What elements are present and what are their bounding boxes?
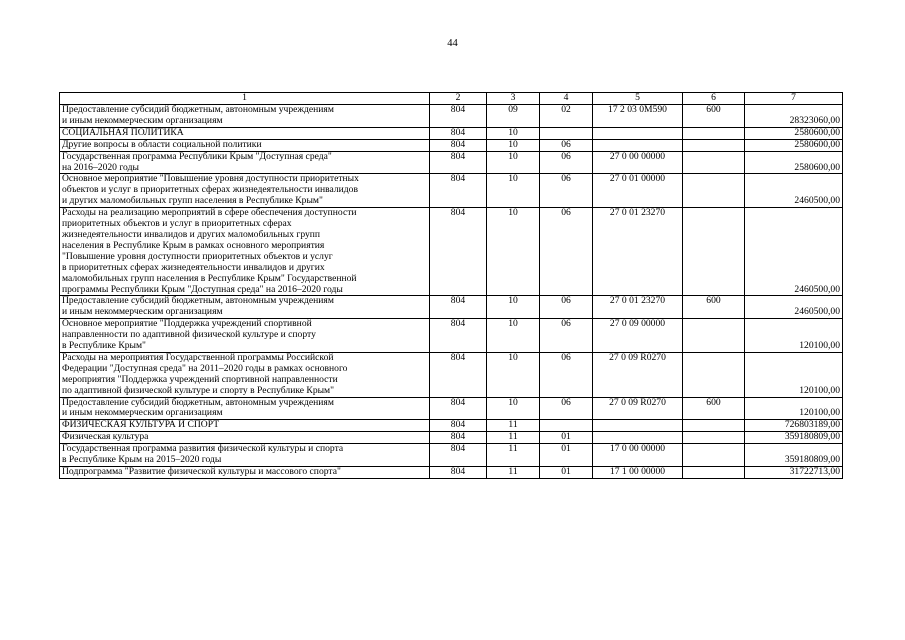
table-row [60, 174, 843, 208]
subsection-code: 01 [540, 467, 593, 479]
expense-type-code [683, 444, 745, 467]
table-row [60, 151, 843, 174]
expense-type-code: 600 [683, 296, 745, 319]
target-article-code [593, 432, 683, 444]
item-name: СОЦИАЛЬНАЯ ПОЛИТИКА [60, 127, 430, 139]
expense-type-code [683, 319, 745, 353]
amount: 31722713,00 [745, 467, 843, 479]
column-header: 4 [540, 93, 593, 105]
subsection-code: 06 [540, 296, 593, 319]
column-header: 1 [60, 93, 430, 105]
target-article-code [593, 139, 683, 151]
expense-type-code [683, 174, 745, 208]
expense-type-code [683, 127, 745, 139]
target-article-code: 27 0 09 00000 [593, 319, 683, 353]
item-name: Расходы на мероприятия Государственной программы Российской Федерации "Доступная среда" на 2011–2020 годы в рамках основного мероприятия "Поддержка учреждений спортивной направленности по адаптивной физической культуре и спорту в Республике Крым" [60, 352, 430, 397]
table-header-row [60, 93, 843, 105]
subsection-code [540, 420, 593, 432]
item-name: Государственная программа Республики Крым "Доступная среда" на 2016–2020 годы [60, 151, 430, 174]
table-row [60, 420, 843, 432]
subsection-code: 01 [540, 432, 593, 444]
expense-type-code [683, 352, 745, 397]
subsection-code: 06 [540, 319, 593, 353]
table-row [60, 397, 843, 420]
column-header: 7 [745, 93, 843, 105]
item-name: Государственная программа развития физической культуры и спорта в Республике Крым на 2015–2020 годы [60, 444, 430, 467]
subsection-code: 06 [540, 151, 593, 174]
section-code: 11 [487, 444, 540, 467]
table-row [60, 208, 843, 296]
item-name: Другие вопросы в области социальной политики [60, 139, 430, 151]
ministry-code: 804 [430, 208, 487, 296]
column-header: 2 [430, 93, 487, 105]
ministry-code: 804 [430, 467, 487, 479]
target-article-code: 27 0 01 23270 [593, 208, 683, 296]
amount: 2580600,00 [745, 151, 843, 174]
amount: 120100,00 [745, 352, 843, 397]
amount: 2580600,00 [745, 139, 843, 151]
expense-type-code: 600 [683, 105, 745, 128]
subsection-code: 02 [540, 105, 593, 128]
section-code: 10 [487, 208, 540, 296]
amount: 120100,00 [745, 397, 843, 420]
section-code: 10 [487, 319, 540, 353]
column-header: 6 [683, 93, 745, 105]
ministry-code: 804 [430, 420, 487, 432]
table-row [60, 444, 843, 467]
subsection-code: 06 [540, 397, 593, 420]
section-code: 11 [487, 420, 540, 432]
column-header: 5 [593, 93, 683, 105]
amount: 2460500,00 [745, 174, 843, 208]
section-code: 09 [487, 105, 540, 128]
item-name: ФИЗИЧЕСКАЯ КУЛЬТУРА И СПОРТ [60, 420, 430, 432]
section-code: 11 [487, 467, 540, 479]
ministry-code: 804 [430, 432, 487, 444]
amount: 120100,00 [745, 319, 843, 353]
subsection-code: 06 [540, 174, 593, 208]
ministry-code: 804 [430, 352, 487, 397]
ministry-code: 804 [430, 139, 487, 151]
subsection-code: 06 [540, 208, 593, 296]
amount: 28323060,00 [745, 105, 843, 128]
ministry-code: 804 [430, 319, 487, 353]
ministry-code: 804 [430, 151, 487, 174]
target-article-code: 17 0 00 00000 [593, 444, 683, 467]
column-header: 3 [487, 93, 540, 105]
table-row [60, 467, 843, 479]
page-number: 44 [447, 38, 458, 49]
amount: 2460500,00 [745, 208, 843, 296]
section-code: 10 [487, 397, 540, 420]
ministry-code: 804 [430, 296, 487, 319]
subsection-code: 06 [540, 139, 593, 151]
target-article-code [593, 420, 683, 432]
item-name: Подпрограмма "Развитие физической культуры и массового спорта" [60, 467, 430, 479]
section-code: 11 [487, 432, 540, 444]
target-article-code: 27 0 01 00000 [593, 174, 683, 208]
ministry-code: 804 [430, 174, 487, 208]
amount: 726803189,00 [745, 420, 843, 432]
ministry-code: 804 [430, 105, 487, 128]
target-article-code: 17 1 00 00000 [593, 467, 683, 479]
item-name: Основное мероприятие "Поддержка учреждений спортивной направленности по адаптивной физической культуре и спорту в Республике Крым" [60, 319, 430, 353]
amount: 359180809,00 [745, 432, 843, 444]
ministry-code: 804 [430, 127, 487, 139]
ministry-code: 804 [430, 444, 487, 467]
subsection-code: 01 [540, 444, 593, 467]
item-name: Физическая культура [60, 432, 430, 444]
target-article-code: 27 0 09 R0270 [593, 352, 683, 397]
expense-type-code [683, 139, 745, 151]
table-row [60, 296, 843, 319]
expense-type-code [683, 208, 745, 296]
budget-table [59, 92, 843, 479]
section-code: 10 [487, 151, 540, 174]
section-code: 10 [487, 174, 540, 208]
ministry-code: 804 [430, 397, 487, 420]
table-row [60, 127, 843, 139]
item-name: Предоставление субсидий бюджетным, автономным учреждениям и иным некоммерческим организациям [60, 397, 430, 420]
item-name: Предоставление субсидий бюджетным, автономным учреждениям и иным некоммерческим организациям [60, 105, 430, 128]
section-code: 10 [487, 352, 540, 397]
expense-type-code [683, 151, 745, 174]
subsection-code [540, 127, 593, 139]
amount: 2460500,00 [745, 296, 843, 319]
amount: 359180809,00 [745, 444, 843, 467]
expense-type-code [683, 432, 745, 444]
target-article-code [593, 127, 683, 139]
expense-type-code [683, 420, 745, 432]
table-row [60, 139, 843, 151]
target-article-code: 27 0 01 23270 [593, 296, 683, 319]
amount: 2580600,00 [745, 127, 843, 139]
expense-type-code [683, 467, 745, 479]
table-row [60, 319, 843, 353]
table-row [60, 432, 843, 444]
table-row [60, 105, 843, 128]
table-row [60, 352, 843, 397]
section-code: 10 [487, 127, 540, 139]
section-code: 10 [487, 296, 540, 319]
target-article-code: 17 2 03 0M590 [593, 105, 683, 128]
target-article-code: 27 0 09 R0270 [593, 397, 683, 420]
item-name: Расходы на реализацию мероприятий в сфере обеспечения доступности приоритетных объектов и услуг в приоритетных сферах жизнедеятельности инвалидов и других маломобильных групп населения в Республике Крым в рамках основного мероприятия "Повышение уровня доступности приоритетных объектов и услуг в приоритетных сферах жизнедеятельности инвалидов и других маломобильных групп населения в Республике Крым" Государственной программы Республики Крым "Доступная среда" на 2016–2020 годы [60, 208, 430, 296]
target-article-code: 27 0 00 00000 [593, 151, 683, 174]
item-name: Предоставление субсидий бюджетным, автономным учреждениям и иным некоммерческим организациям [60, 296, 430, 319]
expense-type-code: 600 [683, 397, 745, 420]
item-name: Основное мероприятие "Повышение уровня доступности приоритетных объектов и услуг в приоритетных сферах жизнедеятельности инвалидов и других маломобильных групп населения в Республике Крым" [60, 174, 430, 208]
section-code: 10 [487, 139, 540, 151]
subsection-code: 06 [540, 352, 593, 397]
